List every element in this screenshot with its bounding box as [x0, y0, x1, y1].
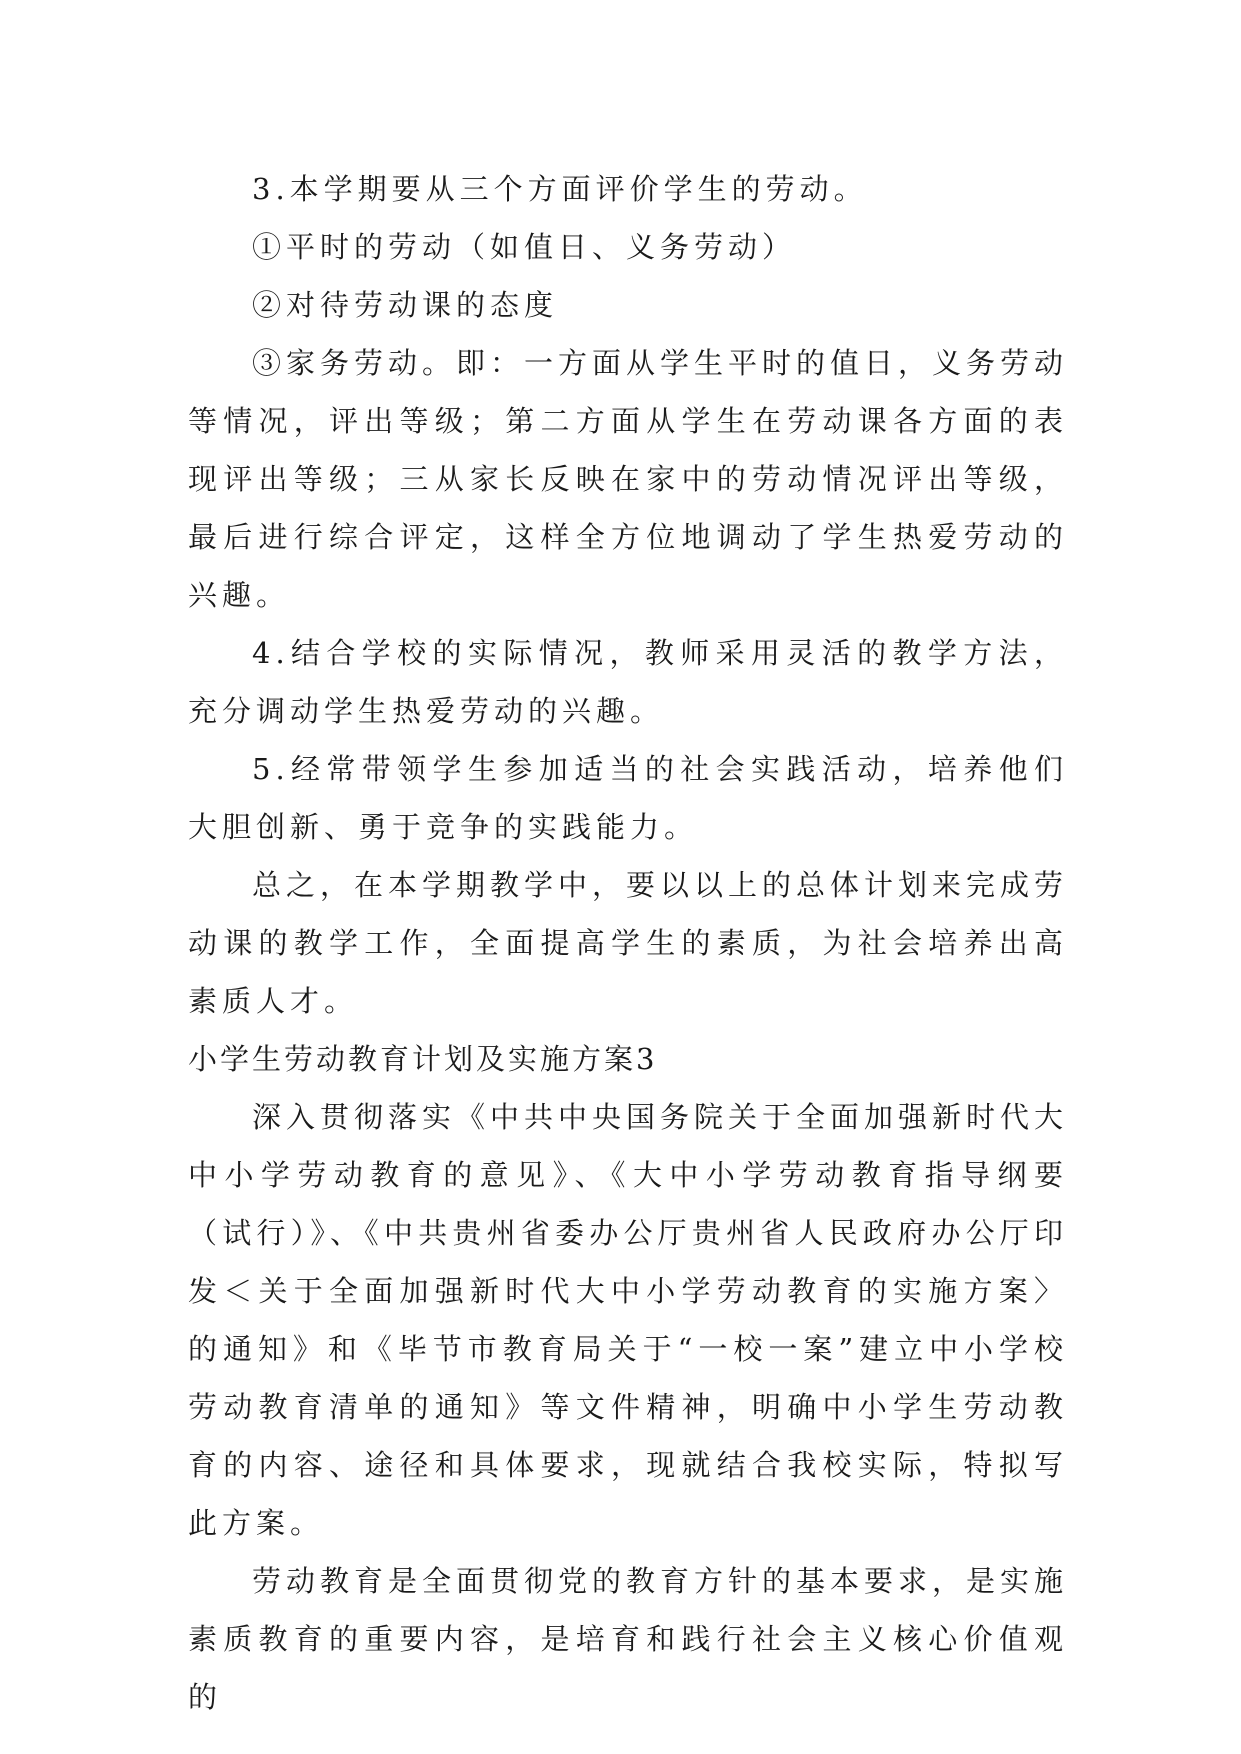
document-body — [188, 160, 1068, 1726]
paragraph-section-intro: 深入贯彻落实《中共中央国务院关于全面加强新时代大中小学劳动教育的意见》、《大中小学劳动教育指导纲要（试行）》、《中共贵州省委办公厅贵州省人民政府办公厅印发＜关于全面加强新时代大中小学劳动教育的实施方案〉的通知》和《毕节市教育局关于“一校一案”建立中小学校劳动教育清单的通知》等文件精神，明确中小学生劳动教育的内容、途径和具体要求，现就结合我校实际，特拟写此方案。 — [188, 1100, 1069, 1540]
section-heading: 小学生劳动教育计划及实施方案3 — [188, 1042, 658, 1076]
paragraph-evaluation-intro: 3.本学期要从三个方面评价学生的劳动。 — [252, 172, 868, 206]
paragraph-point-5: 5.经常带领学生参加适当的社会实践活动，培养他们大胆创新、勇于竞争的实践能力。 — [188, 752, 1068, 844]
paragraph-point-4: 4.结合学校的实际情况，教师采用灵活的教学方法，充分调动学生热爱劳动的兴趣。 — [188, 636, 1068, 728]
paragraph-evaluation-item-3: ③家务劳动。即：一方面从学生平时的值日，义务劳动等情况，评出等级；第二方面从学生在劳动课各方面的表现评出等级；三从家长反映在家中的劳动情况评出等级，最后进行综合评定，这样全方位地调动了学生热爱劳动的兴趣。 — [188, 346, 1069, 612]
paragraph-summary: 总之，在本学期教学中，要以以上的总体计划来完成劳动课的教学工作，全面提高学生的素质，为社会培养出高素质人才。 — [188, 868, 1069, 1018]
paragraph-labor-education: 劳动教育是全面贯彻党的教育方针的基本要求，是实施素质教育的重要内容，是培育和践行社会主义核心价值观的 — [188, 1564, 1069, 1714]
paragraph-evaluation-item-1: ①平时的劳动（如值日、义务劳动） — [252, 230, 797, 264]
paragraph-evaluation-item-2: ②对待劳动课的态度 — [252, 288, 559, 322]
